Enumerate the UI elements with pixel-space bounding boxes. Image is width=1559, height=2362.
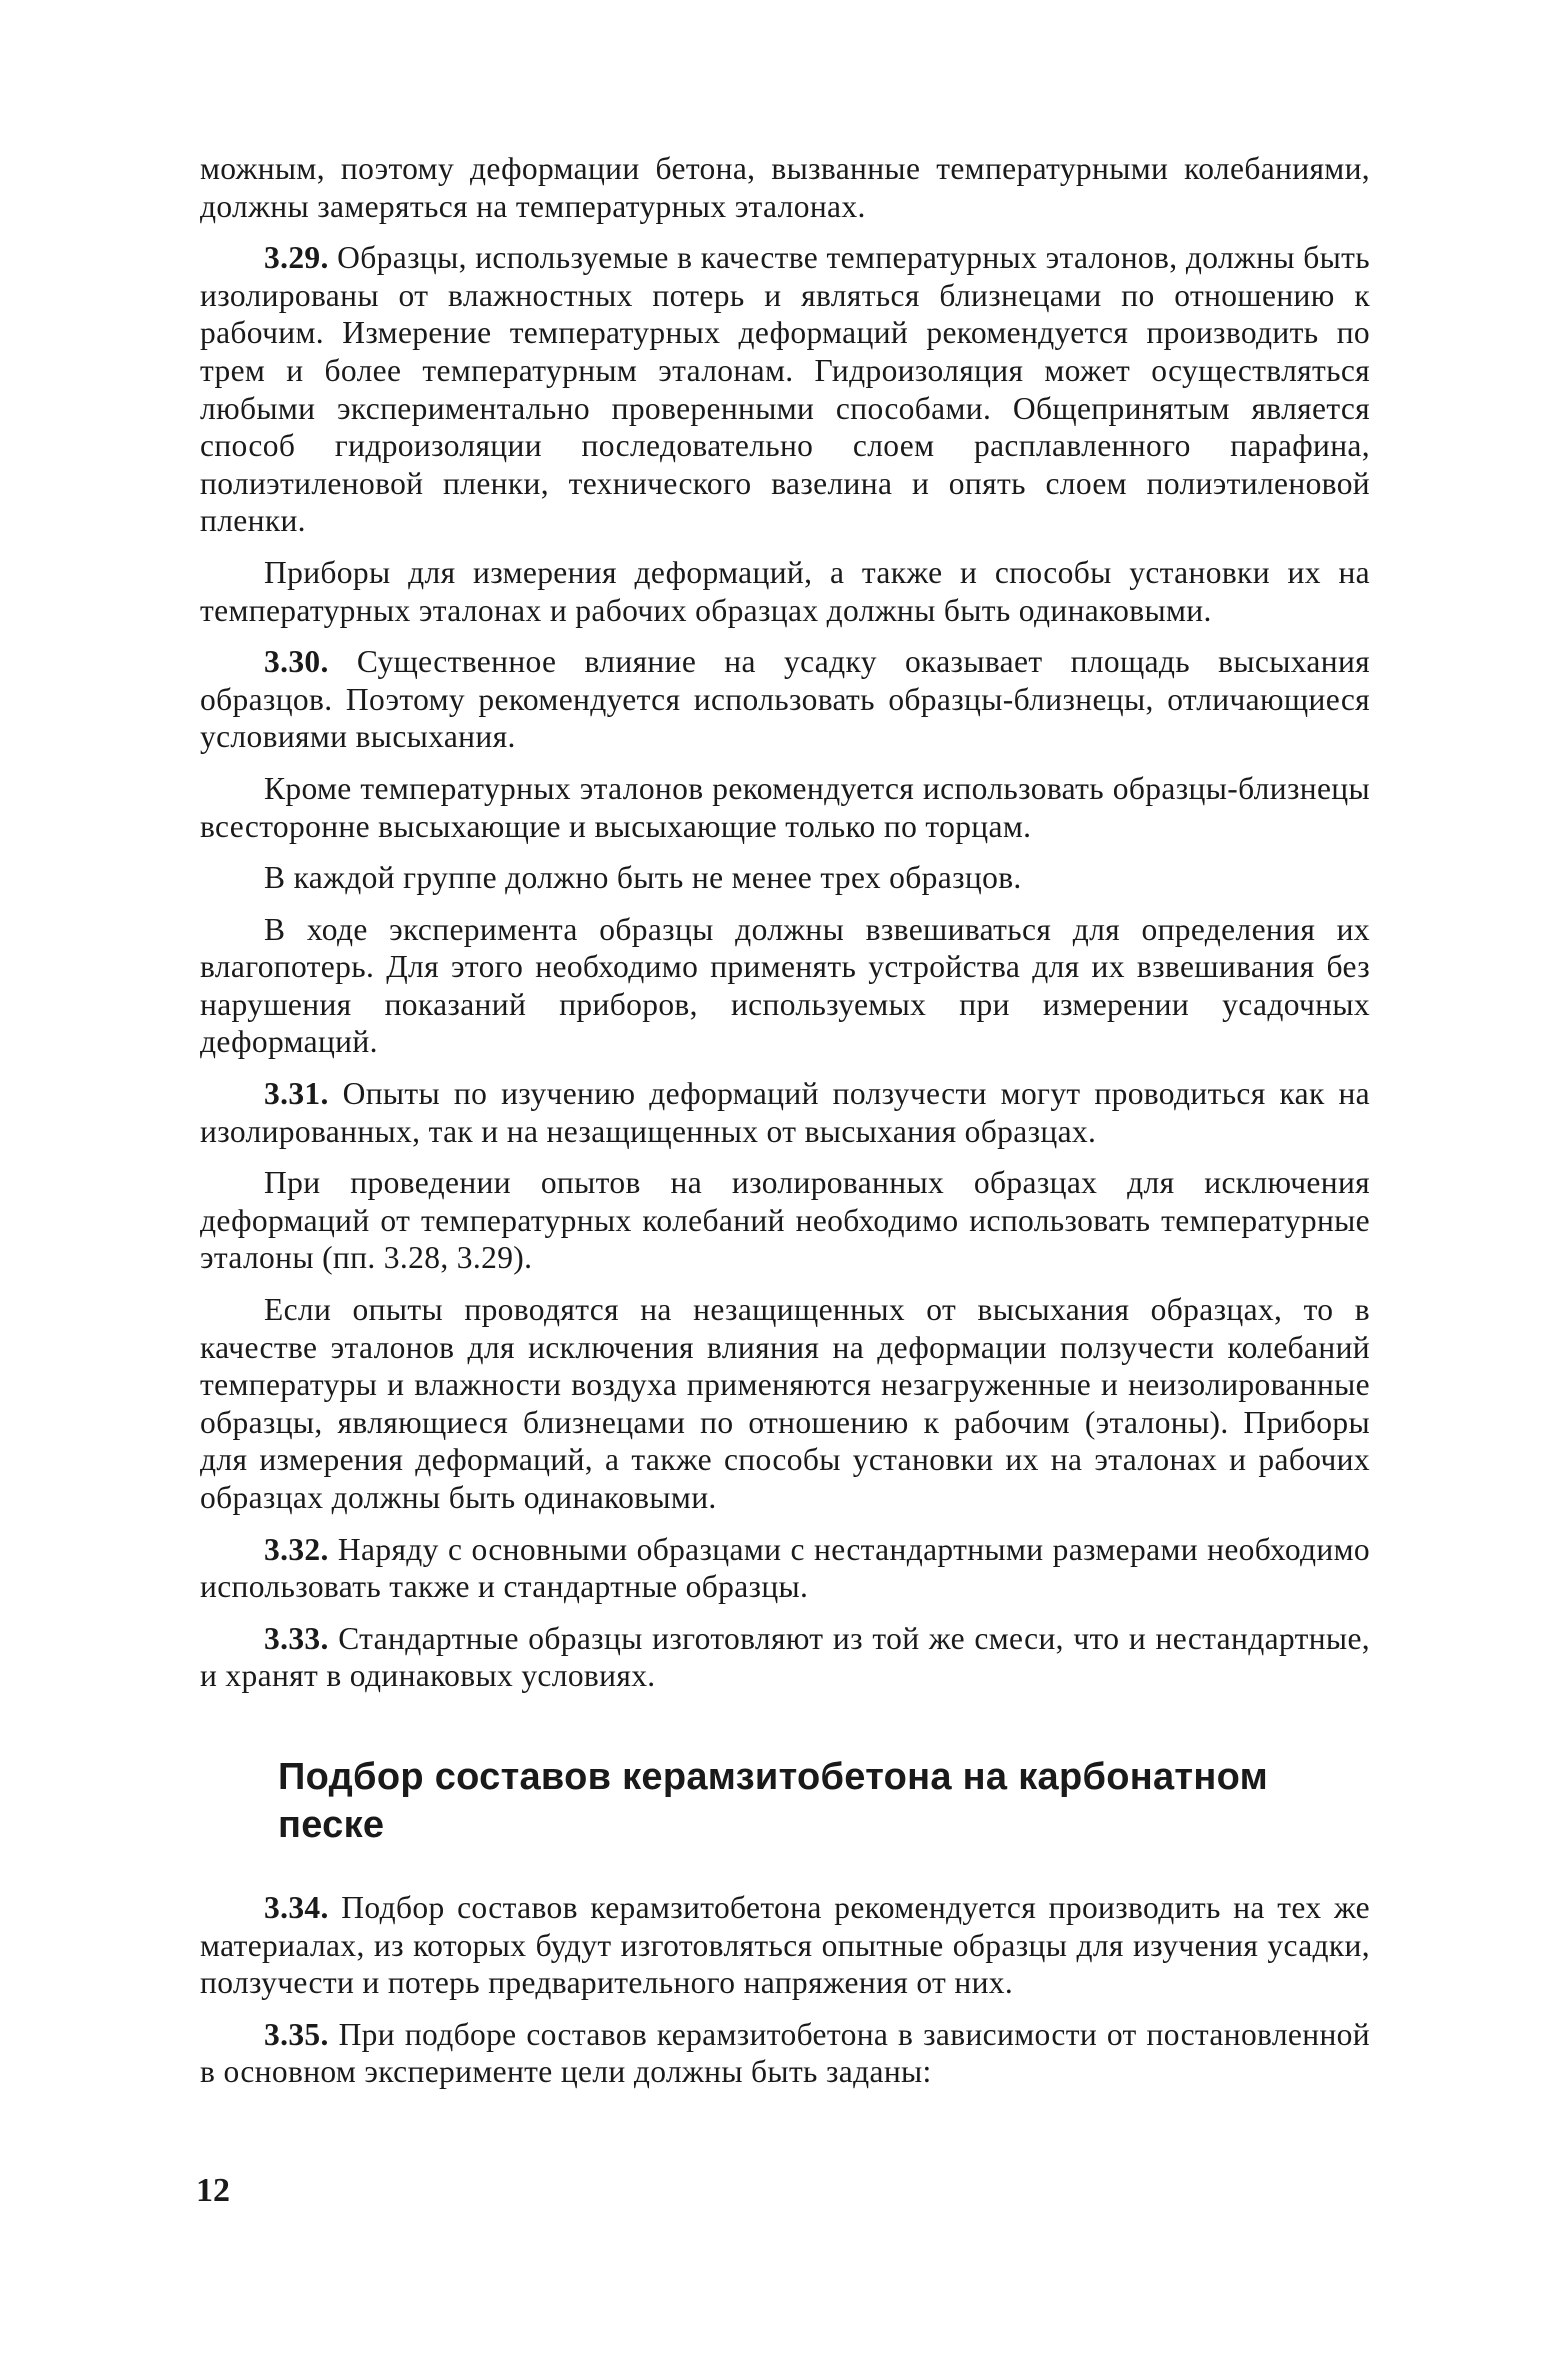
paragraph: можным, поэтому деформации бетона, вызванные температурными колебаниями, должны замеряться на температурных эталонах.: [200, 151, 1370, 224]
paragraph-3-29: 3.29. Образцы, используемые в качестве температурных эталонов, должны быть изолированы от влажностных потерь и являться близнецами по отношению к рабочим. Измерение температурных деформаций рекомендуется производить по трем и более температурным эталонам. Гидроизоляция может осуществляться любыми экспериментально проверенными способами. Общепринятым является способ гидроизоляции последовательно слоем расплавленного парафина, полиэтиленовой пленки, технического вазелина и опять слоем полиэтиленовой пленки.: [200, 240, 1370, 539]
bottom-text-block: [200, 1889, 1370, 2091]
paragraph-3-32: 3.32. Наряду с основными образцами с нестандартными размерами необходимо использовать также и стандартные образцы.: [200, 1531, 1370, 1605]
paragraph-3-30: 3.30. Существенное влияние на усадку оказывает площадь высыхания образцов. Поэтому рекомендуется использовать образцы-близнецы, отличающиеся условиями высыхания.: [200, 644, 1370, 755]
paragraph: Если опыты проводятся на незащищенных от высыхания образцах, то в качестве эталонов для исключения влияния на деформации ползучести колебаний температуры и влажности воздуха применяются незагруженные и неизолированные образцы, являющиеся близнецами по отношению к рабочим (эталоны). Приборы для измерения деформаций, а также способы установки их на эталонах и рабочих образцах должны быть одинаковыми.: [200, 1292, 1370, 1515]
section-heading: Подбор составов керамзитобетона на карбонатном песке: [278, 1755, 1269, 1846]
paragraph-3-34: 3.34. Подбор составов керамзитобетона рекомендуется производить на тех же материалах, из которых будут изготовляться опытные образцы для изучения усадки, ползучести и потерь предварительного напряжения от них.: [200, 1889, 1370, 2001]
top-text-block: [200, 150, 1370, 1695]
paragraph-3-31: 3.31. Опыты по изучению деформаций ползучести могут проводиться как на изолированных, так и на незащищенных от высыхания образцах.: [200, 1076, 1370, 1149]
paragraph: При проведении опытов на изолированных образцах для исключения деформаций от температурных колебаний необходимо использовать температурные эталоны (пп. 3.28, 3.29).: [200, 1165, 1370, 1276]
page-number: 12: [196, 2172, 230, 2209]
paragraph-3-35: 3.35. При подборе составов керамзитобетона в зависимости от постановленной в основном эксперименте цели должны быть заданы:: [200, 2016, 1370, 2090]
paragraph: В ходе эксперимента образцы должны взвешиваться для определения их влагопотерь. Для этого необходимо применять устройства для их взвешивания без нарушения показаний приборов, используемых при измерении усадочных деформаций.: [200, 911, 1370, 1060]
paragraph: Приборы для измерения деформаций, а также и способы установки их на температурных эталонах и рабочих образцах должны быть одинаковыми.: [200, 554, 1370, 628]
paragraph: В каждой группе должно быть не менее трех образцов.: [264, 860, 1022, 896]
paragraph-3-33: 3.33. Стандартные образцы изготовляют из той же смеси, что и нестандартные, и хранят в одинаковых условиях.: [200, 1620, 1370, 1694]
page-body: [200, 150, 1370, 2091]
paragraph: Кроме температурных эталонов рекомендуется использовать образцы-близнецы всесторонне высыхающие и высыхающие только по торцам.: [200, 770, 1370, 844]
